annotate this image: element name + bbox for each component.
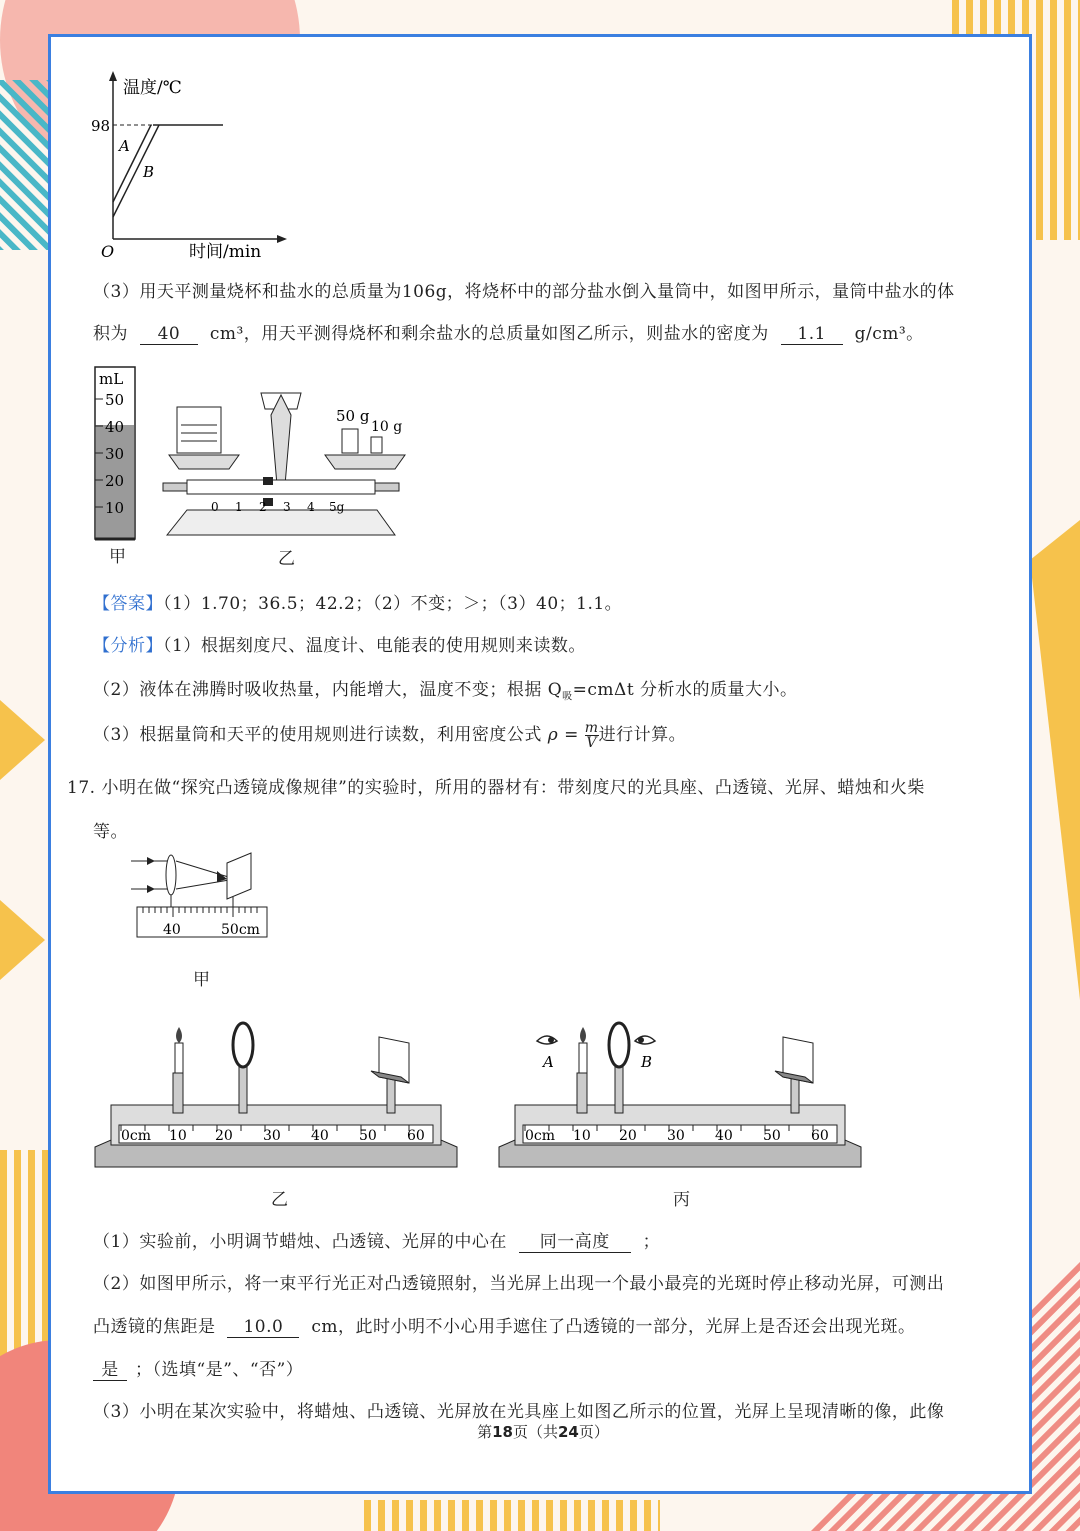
- focal-length-answer: 10.0: [227, 1317, 299, 1338]
- bench-bing-label: 60: [811, 1128, 829, 1144]
- q17-part-3-line-1: （3）小明在某次实验中，将蜡烛、凸透镜、光屏放在光具座上如图乙所示的位置，光屏上呈现清晰的像，此像: [93, 1402, 945, 1422]
- cylinder-tick: 30: [105, 445, 125, 463]
- volume-answer: 40: [140, 324, 198, 345]
- weight-50g-label: 50 g: [336, 407, 370, 425]
- bench-bing-label: 40: [715, 1128, 733, 1144]
- footer-page-number: 18: [492, 1423, 513, 1441]
- fig-bing-caption: 丙: [673, 1190, 690, 1210]
- same-height-answer: 同一高度: [519, 1227, 631, 1253]
- ruler-tick-40: 40: [163, 922, 181, 938]
- fraction-denominator: V: [586, 735, 597, 751]
- graduated-cylinder-figure: [89, 363, 141, 563]
- q17-part-1-post: ；: [642, 1232, 661, 1252]
- bench-bing-label: 0cm: [525, 1128, 556, 1144]
- bench-bing-label: 20: [619, 1128, 637, 1144]
- analysis-line-2-sub: 吸: [562, 691, 573, 703]
- balance-figure: [147, 385, 417, 545]
- bench-yi-label: 0cm: [121, 1128, 152, 1144]
- density-formula-rho: ρ =: [547, 725, 579, 745]
- bench-yi-label: 50: [359, 1128, 377, 1144]
- bench-yi-label: 60: [407, 1128, 425, 1144]
- ruler-tick-50cm: 50cm: [221, 922, 260, 938]
- eye-a-label: A: [543, 1053, 554, 1071]
- footer-mid: 页（共: [512, 1423, 558, 1441]
- density-fraction: [585, 721, 599, 750]
- weight-10g-label: 10 g: [371, 419, 403, 435]
- rider-scale-tick: 4: [307, 500, 315, 514]
- graph-line-a: A: [119, 137, 130, 155]
- q17-line-1: 17. 小明在做“探究凸透镜成像规律”的实验时，所用的器材有：带刻度尺的光具座、凸透镜、光屏、蜡烛和火柴: [67, 778, 925, 798]
- bench-bing-label: 30: [667, 1128, 685, 1144]
- graph-ylabel: 温度/℃: [123, 78, 182, 98]
- cylinder-unit: mL: [99, 370, 124, 388]
- q17-part-2-line-2: [93, 1312, 915, 1338]
- analysis-line-3: [93, 717, 686, 753]
- balance-caption: 乙: [278, 549, 295, 569]
- answer-tag: 【答案】: [93, 594, 163, 614]
- cylinder-tick: 50: [105, 391, 125, 409]
- focal-length-figure: [127, 849, 277, 949]
- q17-part-2-pre: 凸透镜的焦距是: [93, 1317, 216, 1337]
- analysis-line-1: [93, 631, 586, 656]
- rider-scale-tick: 0: [211, 500, 219, 514]
- spot-appears-answer: 是: [93, 1355, 127, 1381]
- graph-xlabel: 时间/min: [189, 242, 262, 262]
- fig-yi-caption: 乙: [271, 1190, 288, 1210]
- page-frame: [48, 34, 1032, 1494]
- cylinder-tick: 10: [105, 499, 125, 517]
- cylinder-caption: 甲: [109, 547, 126, 567]
- analysis-line-2: [93, 675, 798, 702]
- cylinder-tick: 20: [105, 472, 125, 490]
- q17-part-2-tail: ；（选填“是”、“否”）: [135, 1360, 304, 1380]
- answer-text: （1）1.70；36.5；42.2；（2）不变；＞；（3）40；1.1。: [163, 594, 623, 614]
- rider-scale-tick: 5g: [329, 500, 345, 514]
- q3-line-1: （3）用天平测量烧杯和盐水的总质量为106g，将烧杯中的部分盐水倒入量筒中，如图甲所示，量筒中盐水的体: [93, 282, 955, 302]
- footer-total-pages: 24: [558, 1423, 579, 1441]
- analysis-tag: 【分析】: [93, 636, 163, 656]
- fig-jia-caption: 甲: [193, 970, 210, 990]
- rider-scale-tick: 2: [259, 500, 267, 514]
- fraction-numerator: m: [584, 720, 599, 736]
- analysis-line-3-pre: （3）根据量筒和天平的使用规则进行读数，利用密度公式: [93, 725, 542, 745]
- q17-part-1: [93, 1227, 660, 1253]
- bench-yi-label: 10: [169, 1128, 187, 1144]
- q17-part-1-pre: （1）实验前，小明调节蜡烛、凸透镜、光屏的中心在: [93, 1232, 507, 1252]
- bench-bing-label: 50: [763, 1128, 781, 1144]
- q3-line-2-pre: 积为: [93, 324, 128, 344]
- graph-line-b: B: [143, 163, 155, 181]
- analysis-line-2-pre: （2）液体在沸腾时吸收热量，内能增大，温度不变；根据 Q: [93, 680, 563, 700]
- rider-scale-tick: 1: [235, 500, 243, 514]
- graph-origin: O: [101, 242, 115, 261]
- density-answer: 1.1: [781, 324, 843, 345]
- bench-bing-label: 10: [573, 1128, 591, 1144]
- cylinder-tick: 40: [105, 418, 125, 436]
- graph-tick-98: 98: [91, 117, 111, 135]
- q17-part-2-post: cm，此时小明不小心用手遮住了凸透镜的一部分，光屏上是否还会出现光斑。: [311, 1317, 916, 1337]
- analysis-line-2-post: =cmΔt 分析水的质量大小。: [572, 680, 798, 700]
- q3-line-2-post: g/cm³。: [854, 324, 924, 344]
- optical-bench-figure-yi: [91, 997, 461, 1177]
- rider-scale-tick: 3: [283, 500, 291, 514]
- q17-part-2-line-1: （2）如图甲所示，将一束平行光正对凸透镜照射，当光屏上出现一个最小最亮的光斑时停止移动光屏，可测出: [93, 1274, 945, 1294]
- q3-line-2-mid: cm³，用天平测得烧杯和剩余盐水的总质量如图乙所示，则盐水的密度为: [209, 324, 769, 344]
- temperature-time-graph: [81, 67, 321, 267]
- q17-line-2: 等。: [93, 822, 128, 842]
- q17-part-2-line-3: [93, 1355, 303, 1381]
- eye-b-label: B: [641, 1053, 653, 1071]
- analysis-line-3-post: 进行计算。: [598, 725, 687, 745]
- bench-yi-label: 20: [215, 1128, 233, 1144]
- footer-post: 页）: [578, 1423, 609, 1441]
- answer-line: [93, 589, 622, 614]
- page-footer: [51, 1421, 1032, 1442]
- q3-line-2: [93, 319, 924, 345]
- optical-bench-figure-bing: [495, 997, 865, 1177]
- analysis-text-1: （1）根据刻度尺、温度计、电能表的使用规则来读数。: [163, 636, 586, 656]
- footer-pre: 第: [477, 1423, 493, 1441]
- bench-yi-label: 40: [311, 1128, 329, 1144]
- bench-yi-label: 30: [263, 1128, 281, 1144]
